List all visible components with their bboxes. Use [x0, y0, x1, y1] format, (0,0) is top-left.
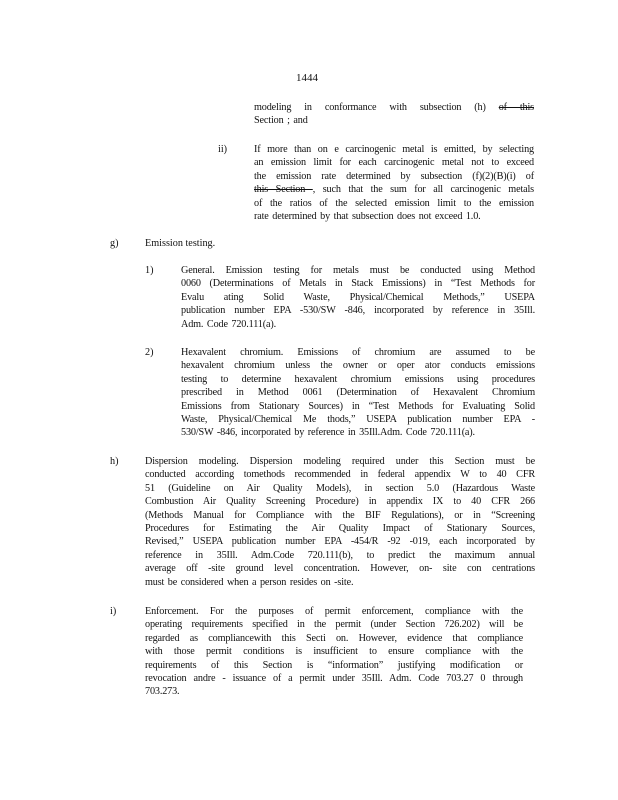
- text-line: (Methods Manual for Compliance with the BIF Regulations), or in “Screening: [145, 509, 535, 521]
- struck-text: this Section: [254, 184, 313, 196]
- text-line: modeling in conformance with subsection (h) of this: [254, 102, 534, 113]
- text-line: prescribed in Method 0061 (Determination of Hexavalent Chromium: [181, 387, 535, 399]
- text-line: Revised,” USEPA publication number EPA -454/R -92 -019, each incorporated by: [145, 536, 535, 548]
- text-line: operating requirements specified in the permit (under Section 726.202) will be: [145, 619, 523, 631]
- section-g-heading: Emission testing.: [145, 238, 216, 249]
- text-line: Evalu ating Solid Waste, Physical/Chemical Methods,” USEPA: [181, 291, 535, 303]
- page-number: 1444: [296, 72, 318, 84]
- text-line: Hexavalent chromium. Emissions of chromium are assumed to be: [181, 347, 535, 358]
- text-line: General. Emission testing for metals must be conducted using Method: [181, 265, 535, 276]
- text-line: rate determined by that subsection does not exceed 1.0.: [254, 211, 481, 223]
- text-line: hexavalent chromium unless the owner or oper ator conducts emissions: [181, 360, 535, 372]
- text-line: Adm. Code 720.111(a).: [181, 318, 276, 330]
- text-line: publication number EPA -530/SW -846, incorporated by reference in 35Ill.: [181, 305, 535, 317]
- item-ii-label: ii): [218, 144, 228, 155]
- text-line: revocation andre - issuance of a permit under 35Ill. Adm. Code 703.27 0 through: [145, 673, 523, 685]
- text-line: must be considered when a person resides on -site.: [145, 576, 354, 588]
- text-line: regarded as compliancewith this Secti on. However, evidence that compliance: [145, 632, 523, 644]
- text-line: the emission rate determined by subsection (f)(2)(B)(i) of: [254, 170, 534, 182]
- section-h-text: [145, 455, 535, 589]
- section-g-label: g): [110, 238, 119, 249]
- item-g2-label: 2): [145, 347, 154, 358]
- text-line: Enforcement. For the purposes of permit enforcement, compliance with the: [145, 606, 523, 617]
- text-line: Combustion Air Quality Screening Procedure) in appendix IX to 40 CFR 266: [145, 496, 535, 508]
- text-line: 51 (Guideline on Air Quality Models), in section 5.0 (Hazardous Waste: [145, 482, 535, 494]
- text-line: reference in 35Ill. Adm.Code 720.111(b), to predict the maximum annual: [145, 549, 535, 561]
- struck-text: of this: [498, 102, 534, 113]
- section-i-label: i): [110, 606, 117, 617]
- text-line: with those permit conditions is insufficient to ensure compliance with the: [145, 646, 523, 658]
- text-line: Section ; and: [254, 115, 308, 127]
- continuation-text: [254, 101, 534, 128]
- text-line: 530/SW -846, incorporated by reference in 35Ill.Adm. Code 720.111(a).: [181, 427, 475, 439]
- text-line: 0060 (Determinations of Metals in Stack Emissions) in “Test Methods for: [181, 278, 535, 290]
- item-ii-text: [254, 143, 534, 223]
- text-line: Waste, Physical/Chemical Me thods,” USEPA publication number EPA -: [181, 414, 535, 426]
- text-line: Procedures for Estimating the Air Quality Impact of Stationary Sources,: [145, 523, 535, 535]
- text-line: 703.273.: [145, 686, 180, 698]
- text-line: Dispersion modeling. Dispersion modeling required under this Section must be: [145, 456, 535, 467]
- text-line: an emission limit for each carcinogenic metal not to exceed: [254, 157, 534, 169]
- text-line: average off -site ground level concentration. However, on- site con centrations: [145, 563, 535, 575]
- section-h-label: h): [110, 456, 119, 467]
- section-i-text: [145, 605, 523, 699]
- text-line: this Section , such that the sum for all carcinogenic metals: [254, 184, 534, 196]
- text-line: requirements of this Section is “information” justifying modification or: [145, 659, 523, 671]
- text-line: testing to determine hexavalent chromium emissions using procedures: [181, 373, 535, 385]
- item-g1-text: [181, 264, 535, 331]
- item-g1-label: 1): [145, 265, 154, 276]
- text-line: conducted according tomethods recommended in federal appendix W to 40 CFR: [145, 469, 535, 481]
- item-g2-text: [181, 346, 535, 440]
- text-line: If more than on e carcinogenic metal is emitted, by selecting: [254, 144, 534, 155]
- text-line: Emissions from Stationary Sources) in “Test Methods for Evaluating Solid: [181, 400, 535, 412]
- text-line: of the ratios of the selected emission limit to the emission: [254, 197, 534, 209]
